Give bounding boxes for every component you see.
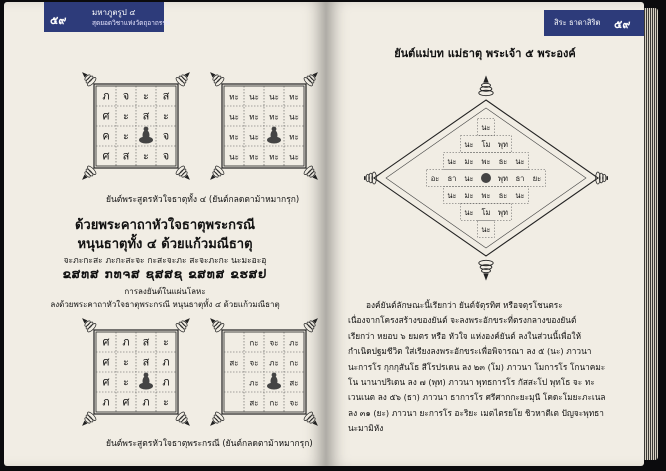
diamond-cell-text: มะ [464, 157, 474, 166]
paragraph-line: เนื่องจากโครงสร้างของยันต์ จะลงพระอักขระที่ตรงกลางของยันต์ [348, 315, 577, 326]
yantra-cell-text: นะ [289, 112, 299, 122]
yantra-cell-text: ภ [102, 89, 110, 103]
left-header-subtitle: สุดยอดวิชาแห่งวัตถุอาถรรพ์ [92, 19, 171, 27]
yantra-cell-text: ภ [122, 335, 130, 349]
yantra-cell-text: จะ [269, 338, 279, 348]
diamond-cell-text: นะ [481, 123, 491, 132]
buddha-figure [144, 127, 149, 132]
yantra-cell-text: ะ [123, 375, 129, 389]
diamond-cell-text: นะ [481, 225, 491, 234]
yantra-cell-text: ส [162, 89, 170, 103]
yantra-cell-text: ภะ [269, 358, 279, 368]
yantra-cell-text: ศ [102, 109, 110, 123]
buddha-figure [271, 130, 278, 140]
paragraph-line: โน นานาปริเดน ลง ๗ (พุท) ภาวนา พุทธการโร กัสสะโป พุทโธ จะ ทะ [348, 377, 595, 388]
yantra-cell-text: ส [142, 109, 150, 123]
yantra-cell-text: ภ [162, 375, 170, 389]
yantra-cell-text: ะ [123, 129, 129, 143]
yantra-cell-text: ทะ [249, 152, 259, 162]
right-page-number: ๕๙ [614, 18, 631, 31]
diamond-cell-text: มะ [464, 191, 474, 200]
yantra-cell-text: นะ [289, 152, 299, 162]
caption-bottom: ยันต์พระสูตรหัวใจธาตุพระกรณี (ยันต์กลดตาม้าหมากรุก) [106, 439, 313, 449]
diamond-yantra [364, 62, 608, 288]
right-page-header [544, 10, 644, 36]
yantra-cell-text: ส [142, 335, 150, 349]
buddha-figure [143, 130, 150, 140]
yantra-cell-text: ส [142, 355, 150, 369]
yantra-cell-text: ะ [143, 149, 149, 163]
yantra-cell-text: ะ [163, 335, 169, 349]
right-page [326, 2, 644, 466]
paragraph-line: ลง ๓๑ (ยะ) ภาวนา ยะการโร อะริยะ เมตไตรยโย ชิวหาตีเต ปัญจะพุทธา [348, 407, 604, 418]
diamond-cell-text: นะ [515, 157, 525, 166]
diamond-cell-text: อะ [430, 174, 440, 183]
yantra-cell-text: จะ [249, 358, 259, 368]
yantra-cell-text: ภะ [289, 338, 299, 348]
diamond-cell-text: นะ [464, 208, 474, 217]
yantra-cell-text: ศ [102, 355, 110, 369]
diamond-cell-text: นะ [464, 140, 474, 149]
yantra-bottom-left [80, 316, 192, 428]
section-heading-line1: ด้วยพระคาถาหัวใจธาตุพระกรณี [74, 218, 256, 233]
diamond-cell-text: นะ [447, 157, 457, 166]
yantra-cell-text: ทะ [289, 92, 299, 102]
yantra-cell-text: ทะ [269, 112, 279, 122]
yantra-cell-text: ภะ [249, 378, 259, 388]
diamond-cell-text: พะ [481, 191, 491, 200]
yantra-cell-text: จ [162, 129, 170, 143]
paragraph-line: นะการโร กุกกุสันโธ สีโรปรเดน ลง ๒๓ (โม) ภาวนา โมการโร โกนาคมะ [348, 361, 606, 372]
yantra-cell-text: นะ [249, 92, 259, 102]
paragraph-line: เวนเนต ลง ๕๖ (ธา) ภาวนา ธาการโร ศรีศากกะยะมุนี โคดะโมยะภะเนล [348, 392, 606, 403]
open-book [4, 2, 656, 466]
diamond-cell-text: ธา [447, 174, 457, 183]
yantra-cell-text: นะ [229, 112, 239, 122]
diamond-cell-text: พุท [498, 208, 508, 217]
yantra-cell-text: ภ [102, 395, 110, 409]
body-paragraph [348, 298, 624, 437]
page-edges [644, 8, 658, 460]
chant-line: จะภะกะสะ ภะกะสะจะ กะสะจะภะ สะจะภะกะ นะมะอะอุ [63, 256, 267, 266]
left-header-title: มหาภูตรูป ๔ [92, 8, 136, 17]
khom-script-line: ຂສທສ ກທຈສ ຊສສຊ ຂສທສ ຂຮສຢ [62, 267, 268, 281]
yantra-cell-text: ส [122, 149, 130, 163]
buddha-figure [144, 373, 149, 378]
yantra-cell-text: ะ [143, 89, 149, 103]
yantra-cell-text: ะ [123, 355, 129, 369]
yantra-cell-text: นะ [249, 132, 259, 142]
yantra-cell-text: นะ [229, 152, 239, 162]
diamond-cell-text: โม [481, 140, 491, 149]
yantra-cell-text: ศ [102, 375, 110, 389]
yantra-cell-text: ศ [102, 149, 110, 163]
yantra-cell-text: ทะ [229, 132, 239, 142]
instruction-line-2: ลงด้วยพระคาถาหัวใจธาตุพระกรณี หนุนธาตุทั้ง ๔ ด้วยแก้วมณีธาตุ [50, 300, 280, 309]
yantra-bottom-right [208, 316, 320, 428]
diamond-cell-text: พุท [498, 140, 508, 149]
paragraph-line: นะมามิหัง [348, 423, 384, 434]
yantra-cell-text: กะ [289, 358, 299, 368]
diamond-cell-text: นะ [515, 191, 525, 200]
stupa-ornament [479, 260, 493, 280]
yantra-cell-text: สะ [229, 358, 239, 368]
yantra-cell-text: จะ [289, 398, 299, 408]
diamond-cell-text: นะ [447, 191, 457, 200]
diamond-cell-text: นะ [464, 174, 474, 183]
diamond-cell-text: ธะ [498, 157, 508, 166]
buddha-figure [271, 376, 278, 386]
diamond-cell-text: ธะ [498, 191, 508, 200]
yantra-title: ยันต์แม่บท แม่ธาตุ พระเจ้า ๕ พระองค์ [394, 47, 576, 60]
yantra-cell-text: ศ [122, 395, 130, 409]
instruction-line: การลงยันต์ในแผ่นโลหะ [124, 287, 206, 296]
paragraph-line: กำเนิดปฐมชีวิต ใส่เรียงลงพระอักขระเพื่อพิจารณา ลง ๕ (นะ) ภาวนา [348, 346, 592, 357]
diamond-cell-text: โม [481, 208, 491, 217]
diamond-cell-text: พุท [498, 174, 508, 183]
diamond-cell-text: พะ [481, 157, 491, 166]
yantra-cell-text: สะ [249, 398, 259, 408]
left-page-number: ๕๙ [50, 14, 67, 27]
left-page-header [44, 2, 171, 32]
stupa-ornament [479, 75, 493, 95]
left-page [4, 2, 326, 466]
yantra-cell-text: ศ [102, 335, 110, 349]
yantra-cell-text: ทะ [229, 92, 239, 102]
right-header-title: สิระ ธาดาสิริต [554, 18, 601, 27]
yantra-cell-text: ภ [162, 355, 170, 369]
yantra-cell-text: กะ [249, 338, 259, 348]
paragraph-line: เรียกว่า หยอบ ๖ ยมตร หรือ หัวใจ แห่งองค์ยันต์ ลงในส่วนนี้เพื่อให้ [348, 330, 582, 341]
yantra-top-left [80, 70, 192, 182]
paragraph-line: องค์ยันต์ลักษณะนี้เรียกว่า ยันต์จัตุรทิศ หรือจตุรโชนตระ [366, 300, 563, 310]
yantra-cell-text: ะ [163, 109, 169, 123]
yantra-cell-text: ภ [142, 395, 150, 409]
yantra-top-right [208, 70, 320, 182]
diamond-center-mark [481, 173, 491, 183]
yantra-cell-text: ะ [163, 395, 169, 409]
section-heading-line2: หนุนธาตุทั้ง ๔ ด้วยแก้วมณีธาตุ [77, 237, 253, 252]
buddha-figure [143, 376, 150, 386]
yantra-cell-text: กะ [269, 398, 279, 408]
yantra-cell-text: นะ [269, 92, 279, 102]
yantra-cell-text: ะ [123, 109, 129, 123]
yantra-cell-text: สะ [289, 378, 299, 388]
buddha-figure [272, 127, 277, 132]
buddha-figure [272, 373, 277, 378]
diamond-cell-text: ยะ [532, 174, 542, 183]
yantra-cell-text: ทะ [269, 152, 279, 162]
yantra-cell-text: จ [162, 149, 170, 163]
yantra-cell-text: ทะ [289, 132, 299, 142]
yantra-cell-text: จ [122, 89, 130, 103]
diamond-cell-text: ธา [515, 174, 525, 183]
yantra-cell-text: ทะ [249, 112, 259, 122]
caption-top: ยันต์พระสูตรหัวใจธาตุทั้ง ๔ (ยันต์กลดตาม้าหมากรุก) [106, 195, 300, 205]
yantra-cell-text: ค [102, 129, 110, 143]
